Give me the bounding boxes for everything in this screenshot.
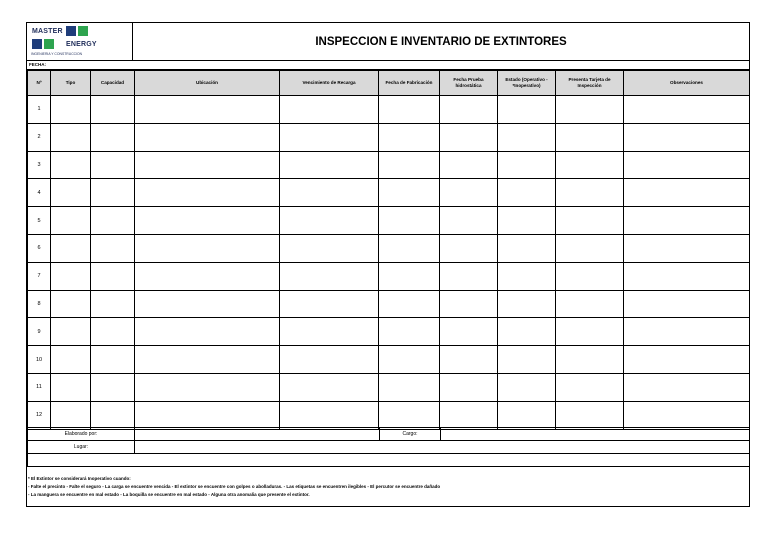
row-number: 8	[28, 290, 51, 318]
table-cell[interactable]	[624, 207, 750, 235]
column-header: Tipo	[51, 71, 91, 96]
row-number: 6	[28, 234, 51, 262]
table-cell[interactable]	[91, 151, 135, 179]
table-cell[interactable]	[280, 234, 379, 262]
row-number: 4	[28, 179, 51, 207]
logo-square-green-2	[44, 39, 54, 49]
table-cell[interactable]	[498, 151, 556, 179]
table-cell[interactable]	[91, 179, 135, 207]
column-header: Fecha Prueba hidrostática	[440, 71, 498, 96]
table-cell[interactable]	[135, 262, 280, 290]
table-cell[interactable]	[624, 401, 750, 429]
table-cell[interactable]	[91, 123, 135, 151]
document-title: INSPECCION E INVENTARIO DE EXTINTORES	[315, 35, 567, 48]
column-header: Nº	[28, 71, 51, 96]
table-cell[interactable]	[379, 96, 440, 124]
blank-row	[28, 454, 750, 467]
prepared-by-row	[28, 428, 750, 441]
notes-block	[28, 475, 748, 499]
table-cell[interactable]	[556, 346, 624, 374]
table-cell[interactable]	[379, 179, 440, 207]
table-cell[interactable]	[51, 151, 91, 179]
row-number: 2	[28, 123, 51, 151]
table-cell[interactable]	[135, 179, 280, 207]
logo-tagline: INGENIERIA Y CONSTRUCCION	[31, 52, 83, 56]
column-header: Estado (Operativo - *Inoperativo)	[498, 71, 556, 96]
table-cell[interactable]	[51, 346, 91, 374]
table-row	[28, 346, 750, 374]
table-cell[interactable]	[51, 96, 91, 124]
table-header-row	[28, 71, 750, 96]
table-cell[interactable]	[556, 207, 624, 235]
table-cell[interactable]	[498, 123, 556, 151]
note-line: - Falte el precinto - Falte el seguro - La carga se encuentre vencida - El extintor se encuentre con golpes o abolladuras. - Las etiquetas se encuentren ilegibles - El percutor se encuentre dañado	[28, 484, 441, 489]
row-number: 3	[28, 151, 51, 179]
column-header: Ubicación	[135, 71, 280, 96]
table-row	[28, 318, 750, 346]
table-cell[interactable]	[556, 318, 624, 346]
logo-square-blue-2	[32, 39, 42, 49]
table-cell[interactable]	[379, 262, 440, 290]
table-cell[interactable]	[624, 123, 750, 151]
table-cell[interactable]	[280, 262, 379, 290]
table-cell[interactable]	[624, 290, 750, 318]
date-field[interactable]	[27, 60, 749, 70]
table-cell[interactable]	[440, 373, 498, 401]
table-cell[interactable]	[624, 318, 750, 346]
row-number: 9	[28, 318, 51, 346]
table-cell[interactable]	[280, 96, 379, 124]
row-number: 5	[28, 207, 51, 235]
table-row	[28, 262, 750, 290]
table-cell[interactable]	[624, 151, 750, 179]
table-cell[interactable]	[556, 123, 624, 151]
table-cell[interactable]	[498, 96, 556, 124]
position-field[interactable]	[441, 428, 750, 441]
blank-cell	[28, 454, 750, 467]
table-cell[interactable]	[556, 262, 624, 290]
column-header: Presenta Tarjeta de Inspección	[556, 71, 624, 96]
table-cell[interactable]	[91, 318, 135, 346]
table-cell[interactable]	[379, 290, 440, 318]
logo-word-master: MASTER	[32, 28, 63, 35]
table-cell[interactable]	[624, 262, 750, 290]
table-cell[interactable]	[379, 207, 440, 235]
table-cell[interactable]	[51, 234, 91, 262]
table-row	[28, 123, 750, 151]
table-cell[interactable]	[498, 318, 556, 346]
table-cell[interactable]	[91, 401, 135, 429]
position-label: Cargo:	[380, 428, 441, 441]
table-cell[interactable]	[135, 96, 280, 124]
table-cell[interactable]	[498, 401, 556, 429]
table-cell[interactable]	[280, 179, 379, 207]
table-cell[interactable]	[498, 179, 556, 207]
table-cell[interactable]	[280, 290, 379, 318]
table-cell[interactable]	[440, 123, 498, 151]
table-row	[28, 290, 750, 318]
table-cell[interactable]	[280, 318, 379, 346]
table-cell[interactable]	[379, 373, 440, 401]
table-cell[interactable]	[624, 373, 750, 401]
table-row	[28, 179, 750, 207]
table-cell[interactable]	[280, 151, 379, 179]
table-cell[interactable]	[624, 234, 750, 262]
row-number: 1	[28, 96, 51, 124]
extinguisher-table	[27, 70, 750, 430]
table-cell[interactable]	[135, 123, 280, 151]
table-cell[interactable]	[91, 290, 135, 318]
table-cell[interactable]	[440, 234, 498, 262]
table-cell[interactable]	[280, 373, 379, 401]
row-number: 10	[28, 346, 51, 374]
place-label: Lugar:	[28, 441, 135, 454]
table-cell[interactable]	[91, 262, 135, 290]
table-cell[interactable]	[280, 401, 379, 429]
table-cell[interactable]	[51, 290, 91, 318]
table-cell[interactable]	[51, 262, 91, 290]
row-number: 7	[28, 262, 51, 290]
table-cell[interactable]	[498, 207, 556, 235]
table-cell[interactable]	[556, 373, 624, 401]
table-cell[interactable]	[440, 346, 498, 374]
table-cell[interactable]	[135, 401, 280, 429]
table-cell[interactable]	[91, 207, 135, 235]
table-cell[interactable]	[624, 346, 750, 374]
table-cell[interactable]	[379, 401, 440, 429]
table-cell[interactable]	[379, 151, 440, 179]
table-cell[interactable]	[51, 401, 91, 429]
table-row	[28, 401, 750, 429]
column-header: Capacidad	[91, 71, 135, 96]
table-cell[interactable]	[440, 262, 498, 290]
table-cell[interactable]	[379, 318, 440, 346]
table-cell[interactable]	[280, 207, 379, 235]
table-cell[interactable]	[440, 151, 498, 179]
table-cell[interactable]	[135, 373, 280, 401]
table-cell[interactable]	[556, 401, 624, 429]
table-cell[interactable]	[51, 123, 91, 151]
inspection-form	[26, 22, 750, 507]
table-cell[interactable]	[51, 373, 91, 401]
table-cell[interactable]	[135, 151, 280, 179]
table-cell[interactable]	[440, 96, 498, 124]
table-row	[28, 234, 750, 262]
table-cell[interactable]	[556, 234, 624, 262]
table-cell[interactable]	[280, 346, 379, 374]
table-cell[interactable]	[498, 234, 556, 262]
table-cell[interactable]	[498, 290, 556, 318]
place-field[interactable]	[135, 441, 750, 454]
place-row	[28, 441, 750, 454]
table-cell[interactable]	[91, 234, 135, 262]
note-line: * El Extintor se considerará Inoperativo cuando:	[28, 476, 131, 481]
prepared-by-label: Elaborado por:	[28, 428, 135, 441]
table-cell[interactable]	[440, 179, 498, 207]
row-number: 11	[28, 373, 51, 401]
table-cell[interactable]	[440, 401, 498, 429]
logo-square-blue	[66, 26, 76, 36]
column-header: Observaciones	[624, 71, 750, 96]
table-row	[28, 373, 750, 401]
table-cell[interactable]	[556, 179, 624, 207]
logo-word-energy: ENERGY	[66, 41, 97, 48]
table-cell[interactable]	[379, 123, 440, 151]
table-cell[interactable]	[440, 207, 498, 235]
table-row	[28, 207, 750, 235]
column-header: Vencimiento de Recarga	[280, 71, 379, 96]
table-cell[interactable]	[556, 96, 624, 124]
table-cell[interactable]	[51, 207, 91, 235]
signature-table	[27, 427, 750, 467]
date-label: FECHA:	[29, 62, 46, 67]
table-cell[interactable]	[135, 234, 280, 262]
table-cell[interactable]	[379, 346, 440, 374]
table-cell[interactable]	[624, 179, 750, 207]
table-cell[interactable]	[556, 290, 624, 318]
table-cell[interactable]	[498, 346, 556, 374]
column-header: Fecha de Fabricación	[379, 71, 440, 96]
logo-square-green	[78, 26, 88, 36]
prepared-by-field[interactable]	[135, 428, 380, 441]
note-line: - La manguera se encuentre en mal estado - La boquilla se encuentre en mal estado - Alguna otra anomalia que presente el extintor.	[28, 492, 310, 497]
table-cell[interactable]	[379, 234, 440, 262]
table-row	[28, 151, 750, 179]
table-cell[interactable]	[440, 318, 498, 346]
table-cell[interactable]	[498, 262, 556, 290]
table-cell[interactable]	[556, 151, 624, 179]
table-cell[interactable]	[624, 96, 750, 124]
table-cell[interactable]	[280, 123, 379, 151]
table-cell[interactable]	[135, 207, 280, 235]
table-cell[interactable]	[135, 290, 280, 318]
table-cell[interactable]	[91, 96, 135, 124]
company-logo	[27, 23, 133, 60]
table-cell[interactable]	[440, 290, 498, 318]
table-cell[interactable]	[135, 318, 280, 346]
row-number: 12	[28, 401, 51, 429]
table-row	[28, 96, 750, 124]
table-cell[interactable]	[51, 318, 91, 346]
table-cell[interactable]	[498, 373, 556, 401]
table-cell[interactable]	[135, 346, 280, 374]
table-cell[interactable]	[51, 179, 91, 207]
table-cell[interactable]	[91, 346, 135, 374]
table-cell[interactable]	[91, 373, 135, 401]
